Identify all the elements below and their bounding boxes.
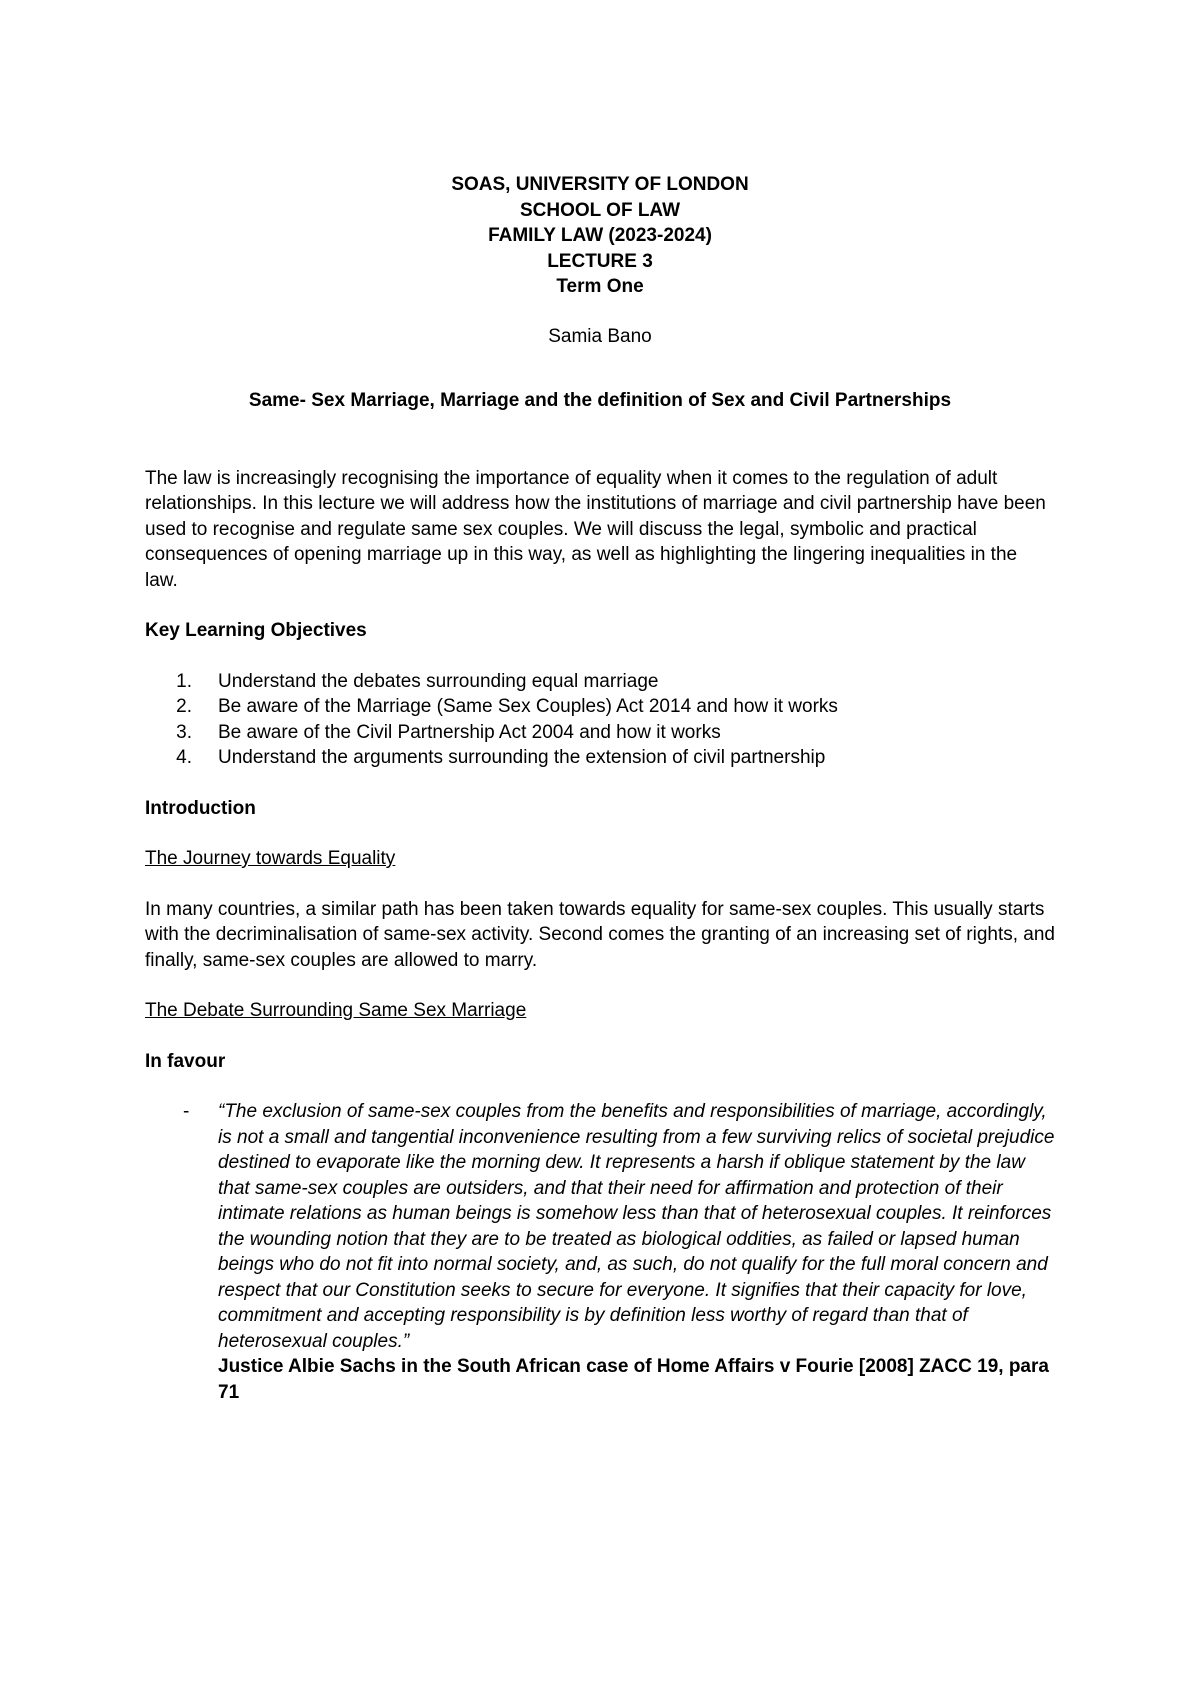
bullet-dash: - (183, 1101, 190, 1122)
list-item (145, 720, 1055, 746)
lecture-number: LECTURE 3 (547, 250, 653, 272)
objectives-heading: Key Learning Objectives (145, 620, 367, 641)
list-item-text: Understand the debates surrounding equal marriage (218, 670, 659, 692)
author-name: Samia Bano (548, 325, 652, 347)
document-header (145, 0, 1055, 349)
quote-citation: Justice Albie Sachs in the South African case of Home Affairs v Fourie [2008] ZACC 19, para 71 (218, 1356, 1049, 1403)
intro-paragraph: The law is increasingly recognising the importance of equality when it comes to the regulation of adult relationships. In this lecture we will address how the institutions of marriage and civil partnership have been used to recognise and regulate same sex couples. We will discuss the legal, symbolic and practical consequences of opening marriage up in this way, as well as highlighting the lingering inequalities in the law. (145, 467, 1046, 591)
journey-subheading: The Journey towards Equality (145, 848, 396, 869)
list-item (145, 694, 1055, 720)
list-item-text: Be aware of the Marriage (Same Sex Couples) Act 2014 and how it works (218, 696, 838, 717)
list-item-text: Understand the arguments surrounding the extension of civil partnership (218, 747, 826, 768)
list-item (145, 669, 1055, 695)
list-item-number: 4. (176, 747, 192, 768)
in-favour-heading: In favour (145, 1050, 226, 1072)
introduction-heading: Introduction (145, 797, 256, 819)
quote-block (145, 1099, 1055, 1405)
school-name: SCHOOL OF LAW (519, 199, 681, 221)
lecture-title: Same- Sex Marriage, Marriage and the definition of Sex and Civil Partnerships (248, 390, 952, 411)
objectives-list (145, 669, 1055, 771)
journey-paragraph: In many countries, a similar path has been taken towards equality for same-sex couples. This usually starts with the decriminalisation of same-sex activity. Second comes the granting of an increasing set of rights, and finally, same-sex couples are allowed to marry. (145, 898, 1055, 971)
list-item-number: 1. (176, 670, 192, 692)
debate-subheading: The Debate Surrounding Same Sex Marriage (145, 1000, 527, 1021)
term-label: Term One (556, 276, 644, 297)
list-item (145, 745, 1055, 771)
institution-name: SOAS, UNIVERSITY OF LONDON (451, 174, 749, 195)
list-item-number: 3. (176, 721, 192, 743)
list-item-number: 2. (176, 696, 192, 717)
course-name: FAMILY LAW (2023-2024) (488, 225, 712, 246)
list-item-text: Be aware of the Civil Partnership Act 2004 and how it works (218, 721, 721, 743)
sachs-quote: “The exclusion of same-sex couples from the benefits and responsibilities of marriage, accordingly, is not a small and tangential inconvenience resulting from a few surviving relics of societal prejudice destined to evaporate like the morning dew. It represents a harsh if oblique statement by the law that same-sex couples are outsiders, and that their need for affirmation and protection of their intimate relations as human beings is somehow less than that of heterosexual couples. It reinforces the wounding notion that they are to be treated as biological oddities, as failed or lapsed human beings who do not fit into normal society, and, as such, do not qualify for the full moral concern and respect that our Constitution seeks to secure for everyone. It signifies that their capacity for love, commitment and accepting responsibility is by definition less worthy of regard than that of heterosexual couples.” (218, 1101, 1055, 1352)
